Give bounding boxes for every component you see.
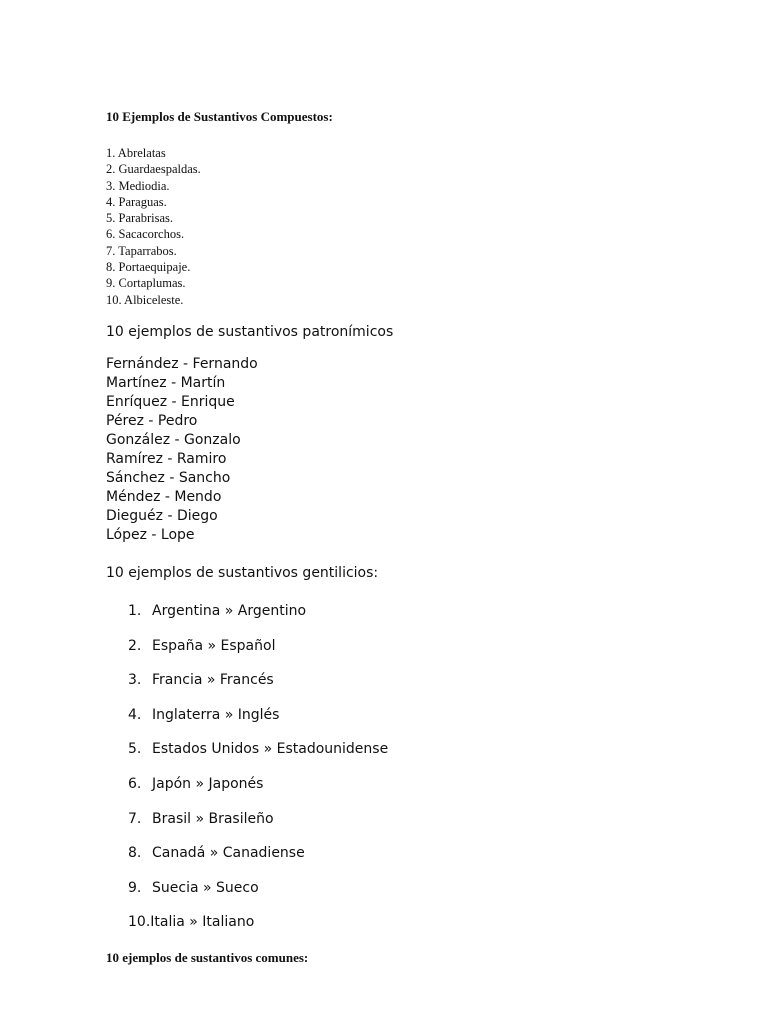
heading-patronimicos: 10 ejemplos de sustantivos patronímicos <box>106 324 394 340</box>
list-item <box>128 809 388 844</box>
list-item: Fernández - Fernando <box>106 356 258 372</box>
list-number: 1. <box>128 603 142 619</box>
list-item <box>128 636 388 671</box>
list-item <box>128 843 388 878</box>
list-number: 3. <box>128 672 142 689</box>
list-item: 9. Cortaplumas. <box>106 276 186 291</box>
list-item-text: Canadá » Canadiense <box>152 845 305 862</box>
list-item <box>128 670 388 705</box>
list-compuestos <box>106 145 201 308</box>
list-item: Méndez - Mendo <box>106 489 222 505</box>
list-number: 7. <box>128 810 142 827</box>
list-number: 4. <box>128 706 142 723</box>
list-item: Martínez - Martín <box>106 375 226 391</box>
list-item: Dieguéz - Diego <box>106 508 218 524</box>
list-item-text: Brasil » Brasileño <box>152 810 274 827</box>
list-item: 4. Paraguas. <box>106 194 167 209</box>
list-item: 2. Guardaespaldas. <box>106 162 201 177</box>
list-item-text: Estados Unidos » Estadounidense <box>152 741 389 758</box>
list-item: López - Lope <box>106 527 195 543</box>
list-item: Pérez - Pedro <box>106 413 198 429</box>
heading-comunes: 10 ejemplos de sustantivos comunes: <box>106 950 309 965</box>
list-item: 5. Parabrisas. <box>106 211 173 226</box>
heading-compuestos: 10 Ejemplos de Sustantivos Compuestos: <box>106 109 333 124</box>
list-gentilicios <box>128 601 388 947</box>
list-item: 3. Mediodia. <box>106 178 170 193</box>
list-item: Sánchez - Sancho <box>106 470 231 486</box>
list-item-text: Suecia » Sueco <box>152 879 259 896</box>
list-number: 5. <box>128 741 142 758</box>
list-number: 2. <box>128 637 142 654</box>
list-number: 10. <box>128 914 151 931</box>
list-item: 8. Portaequipaje. <box>106 260 191 275</box>
list-item: 7. Taparrabos. <box>106 243 177 258</box>
list-item-text: Francia » Francés <box>152 672 274 689</box>
list-item-text: Japón » Japonés <box>152 775 264 792</box>
list-item-text: Argentina » Argentino <box>152 603 307 619</box>
list-item <box>128 739 388 774</box>
list-number: 9. <box>128 879 142 896</box>
list-item-text: Italia » Italiano <box>150 914 255 931</box>
list-item: 10. Albiceleste. <box>106 292 184 307</box>
list-item: Ramírez - Ramiro <box>106 451 227 467</box>
heading-gentilicios: 10 ejemplos de sustantivos gentilicios: <box>106 565 379 581</box>
list-item <box>128 878 388 913</box>
list-item <box>128 912 388 947</box>
list-patronimicos <box>106 355 258 545</box>
list-item <box>128 705 388 740</box>
list-item: González - Gonzalo <box>106 432 241 448</box>
list-item <box>128 774 388 809</box>
list-item-text: España » Español <box>152 637 276 654</box>
list-item: Enríquez - Enrique <box>106 394 235 410</box>
list-item-text: Inglaterra » Inglés <box>152 706 280 723</box>
list-number: 6. <box>128 775 142 792</box>
list-item: 1. Abrelatas <box>106 146 166 160</box>
list-number: 8. <box>128 845 142 862</box>
list-item: 6. Sacacorchos. <box>106 227 185 242</box>
list-item <box>128 601 388 636</box>
